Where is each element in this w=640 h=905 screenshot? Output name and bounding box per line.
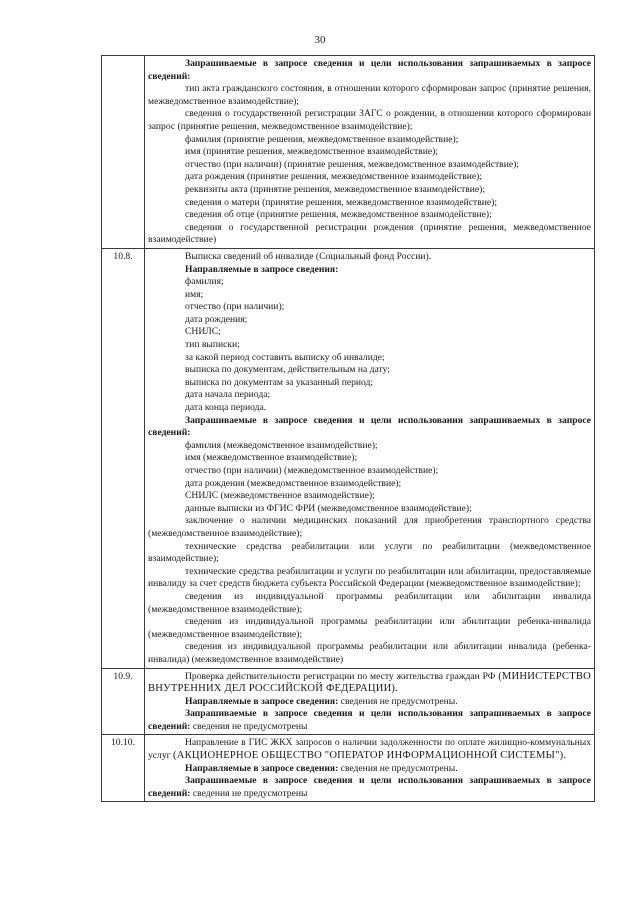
paragraph: дата начала периода; (185, 389, 271, 401)
paragraph: сведения из индивидуальной программы реабилитации или абилитации инвалида (межведомственное взаимодействие); (148, 590, 591, 615)
paragraph: Выписка сведений об инвалиде (Социальный фонд России). (185, 250, 432, 262)
paragraph-text: Направление в ГИС ЖКХ запросов о наличии задолженности по оплате жилищно-коммунальных услуг (148, 737, 591, 762)
section-heading: Запрашиваемые в запросе сведения и цели использования запрашиваемых в запросе сведений: (148, 58, 591, 82)
table-row (102, 735, 595, 802)
paragraph-text: сведения не предусмотрены (190, 787, 308, 799)
paragraph: дата рождения (принятие решения, межведомственное взаимодействие); (185, 171, 482, 183)
paragraph: имя (принятие решения, межведомственное взаимодействие); (185, 146, 438, 158)
section-heading: Запрашиваемые в запросе сведения и цели использования запрашиваемых в запросе сведений: (148, 414, 591, 439)
paragraph (148, 415, 591, 440)
paragraph: сведения о государственной регистрации рождения (принятие решения, межведомственное взаимодействие) (148, 221, 591, 246)
organization-name: (АКЦИОНЕРНОЕ ОБЩЕСТВО "ОПЕРАТОР ИНФОРМАЦИОННОЙ СИСТЕМЫ"). (172, 750, 567, 762)
row-number: 10.10. (102, 735, 145, 802)
section-heading: Запрашиваемые в запросе сведения и цели использования запрашиваемых в запросе сведений: (148, 708, 591, 732)
paragraph: за какой период составить выписку об инвалиде; (185, 351, 385, 363)
paragraph: отчество (при наличии) (межведомственное взаимодействие); (185, 465, 439, 476)
paragraph: имя (межведомственное взаимодействие); (185, 452, 358, 464)
paragraph: технические средства реабилитации и услуги по реабилитации или абилитации, предоставляемые инвалиду за счет средств бюджета субъекта Российской Федерации (межведомственное взаимодействие); (148, 565, 591, 590)
paragraph (148, 737, 591, 762)
organization-name: (МИНИСТЕРСТВО ВНУТРЕННИХ ДЕЛ РОССИЙСКОЙ ФЕДЕРАЦИИ). (148, 670, 591, 695)
table-row (102, 248, 595, 668)
page-number: 30 (314, 34, 326, 46)
paragraph (148, 708, 591, 733)
paragraph: сведения об отце (принятие решения, межведомственное взаимодействие); (185, 209, 492, 221)
paragraph: дата рождения (межведомственное взаимодействие); (185, 477, 402, 489)
section-heading: Направляемые в запросе сведения: (185, 762, 339, 774)
paragraph (148, 775, 591, 800)
paragraph: отчество (при наличии); (185, 301, 285, 313)
paragraph: сведения из индивидуальной программы реабилитации или абилитации ребенка-инвалида (межведомственное взаимодействие); (148, 616, 591, 640)
paragraph (148, 264, 591, 277)
paragraph: заключение о наличии медицинских показаний для приобретения транспортного средства (межведомственное взаимодействие); (148, 515, 591, 539)
paragraph: отчество (при наличии) (принятие решения, межведомственное взаимодействие); (185, 158, 519, 170)
row-number (102, 56, 145, 249)
table-body (102, 56, 595, 802)
section-heading: Направляемые в запросе сведения: (185, 695, 339, 707)
paragraph: СНИЛС; (185, 326, 221, 338)
paragraph (148, 671, 591, 696)
table-row (102, 668, 595, 735)
paragraph: выписка по документам, действительным на дату; (185, 364, 390, 376)
paragraph: выписка по документам за указанный период; (185, 376, 374, 388)
paragraph: имя; (185, 288, 204, 300)
section-heading: Запрашиваемые в запросе сведения и цели использования запрашиваемых в запросе сведений: (148, 775, 591, 799)
paragraph: технические средства реабилитации или услуги по реабилитации (межведомственное взаимодействие); (148, 540, 591, 565)
paragraph (148, 58, 591, 83)
paragraph: дата конца периода. (185, 402, 267, 414)
paragraph: тип выписки; (185, 339, 240, 351)
paragraph: тип акта гражданского состояния, в отношении которого сформирован запрос (принятие решения, межведомственное взаимодействие); (148, 83, 591, 107)
requirements-table (101, 55, 595, 802)
table-row (102, 56, 595, 249)
paragraph: сведения о государственной регистрации ЗАГС о рождении, в отношении которого сформирован запрос (принятие решения, межведомственное взаимодействие); (148, 108, 591, 132)
row-number: 10.9. (102, 668, 145, 735)
row-content (145, 248, 595, 668)
paragraph: фамилия; (185, 276, 224, 288)
paragraph-text: сведения не предусмотрены. (338, 762, 458, 774)
row-content (145, 668, 595, 735)
paragraph: дата рождения; (185, 313, 248, 325)
row-content (145, 56, 595, 249)
paragraph: данные выписки из ФГИС ФРИ (межведомственное взаимодействие); (185, 502, 472, 514)
paragraph (148, 763, 591, 776)
paragraph (148, 696, 591, 709)
row-content (145, 735, 595, 802)
paragraph: сведения о матери (принятие решения, межведомственное взаимодействие); (185, 196, 498, 208)
paragraph: фамилия (межведомственное взаимодействие); (185, 439, 378, 451)
paragraph-text: сведения не предусмотрены. (338, 695, 458, 707)
paragraph-text: Проверка действительности регистрации по месту жительства граждан РФ (185, 670, 499, 682)
paragraph: реквизиты акта (принятие решения, межведомственное взаимодействие); (185, 183, 486, 195)
paragraph-text: сведения не предусмотрены (190, 720, 308, 732)
paragraph: сведения из индивидуальной программы реабилитации или абилитации инвалида (ребенка-инвалида) (межведомственное взаимодействие) (148, 641, 591, 665)
paragraph: СНИЛС (межведомственное взаимодействие); (185, 490, 375, 502)
section-heading: Направляемые в запросе сведения: (185, 263, 339, 275)
paragraph: фамилия (принятие решения, межведомственное взаимодействие); (185, 133, 459, 145)
row-number: 10.8. (102, 248, 145, 668)
